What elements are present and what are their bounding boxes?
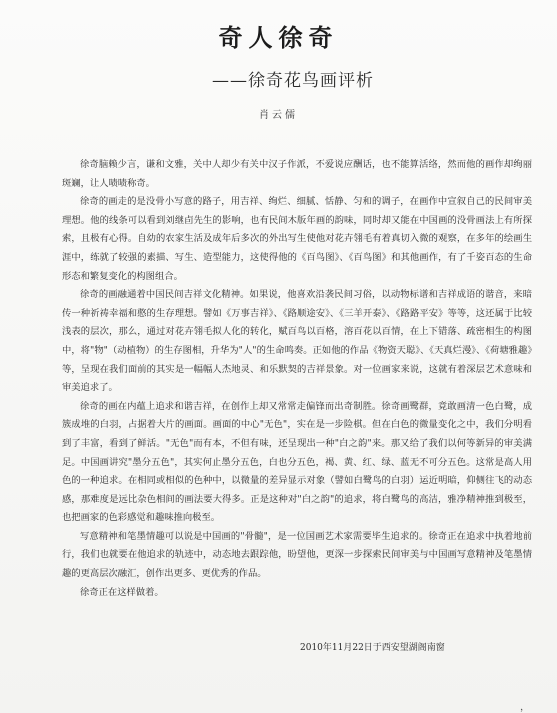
article-title: 奇人徐奇	[218, 23, 339, 52]
paragraph: 徐奇的画融通着中国民间吉祥文化精神。如果说，他喜欢沿袭民间习俗，以动物标谱和吉祥成语的谐音，来暗传一种祈祷幸福和憨的生存理想。譬如《万事吉祥》、《路顺途安》、《三羊开泰》、《路路平安》等等，这还属于比较浅表的层次，那么，通过对花卉翎毛拟人化的转化，赋百鸟以百格，溶百花以百情，在上下错落、疏密相生的构图中，将"物"（动植物）的生存图相，升华为"人"的生命鸣奏。正如他的作品《物资天聪》、《天真烂漫》、《荷塘雅趣》等，呈现在我们面前的其实是一幅幅人杰地灵、和乐默契的吉祥景象。对一位画家来说，这就有着深层艺术意味和审美追求了。	[62, 289, 532, 394]
paragraph: 徐奇脑赖少言，谦和文雅，关中人却少有关中汉子作派，不爱说应酬话，也不能算活络，然而他的画作却绚丽斑斓，让人啧啧称奇。	[62, 159, 532, 189]
paragraph: 徐奇的画走的是没骨小写意的路子，用吉祥、绚烂、细腻、恬静、匀和的调子，在画作中宣叙自己的民间审美理想。他的线条可以看到刘继卣先生的影响，也有民间木版年画的韵味，同时却又能在中国画的没骨画法上有所探索，且极有心得。自幼的农家生活及成年后多次的外出写生使他对花卉翎毛有着真切入微的观察，在多年的绘画生涯中，练就了较强的素描、写生、造型能力，这使得他的《百鸟图》、《百鸟图》和其他画作，有了千姿百态的生命形态和繁复变化的构图组合。	[62, 196, 532, 282]
paragraph: 徐奇正在这样做着。	[80, 586, 164, 598]
paragraph: 徐奇的画在内蕴上追求和谐吉祥，在创作上却又常常走偏锋而出奇制胜。徐奇画鹭群，竟敢画清一色白鹭，成簇成堆的白羽，占据着大片的画面。画面的中心"无色"，实在是一步险棋。但在白色的微量变化之中，我们分明看到了丰富，看到了鲜活。"无色"而有本，不但有味，还呈现出一种"白之韵"来。那又给了我们以何等新异的审美满足。中国画讲究"墨分五色"，其实何止墨分五色，白也分五色，褐、黄、红、绿、蓝无不可分五色。这常是高人用色的一种追求。在相同或相似的色种中，以微量的差异显示对象（譬如白鹭鸟的白羽）运近明暗，仰侧往飞的动态感，那难度是远比杂色相间的画法要大得多。正是这种对"白之韵"的追求，将白鹭鸟的高洁，雅净精神推到极至，也把画家的色彩感觉和趣味推向极至。	[62, 400, 532, 524]
article-subtitle: ——徐奇花鸟画评析	[212, 71, 374, 91]
article-body	[62, 156, 532, 602]
date-line: 2010年11月22日于西安望湖阁南窗	[300, 643, 445, 653]
corner-mark: ，	[520, 702, 530, 713]
paragraph: 写意精神和笔墨情趣可以说是中国画的"骨髓"，是一位国画艺术家需要毕生追求的。徐奇正在追求中执着地前行，我们也就要在他追求的轨迹中，动态地去跟踪他，盼望他，更深一步探索民间审美与中国画写意精神及笔墨情趣的更高层次融汇，创作出更多、更优秀的作品。	[62, 530, 532, 580]
author-name: 肖云儒	[259, 110, 298, 121]
